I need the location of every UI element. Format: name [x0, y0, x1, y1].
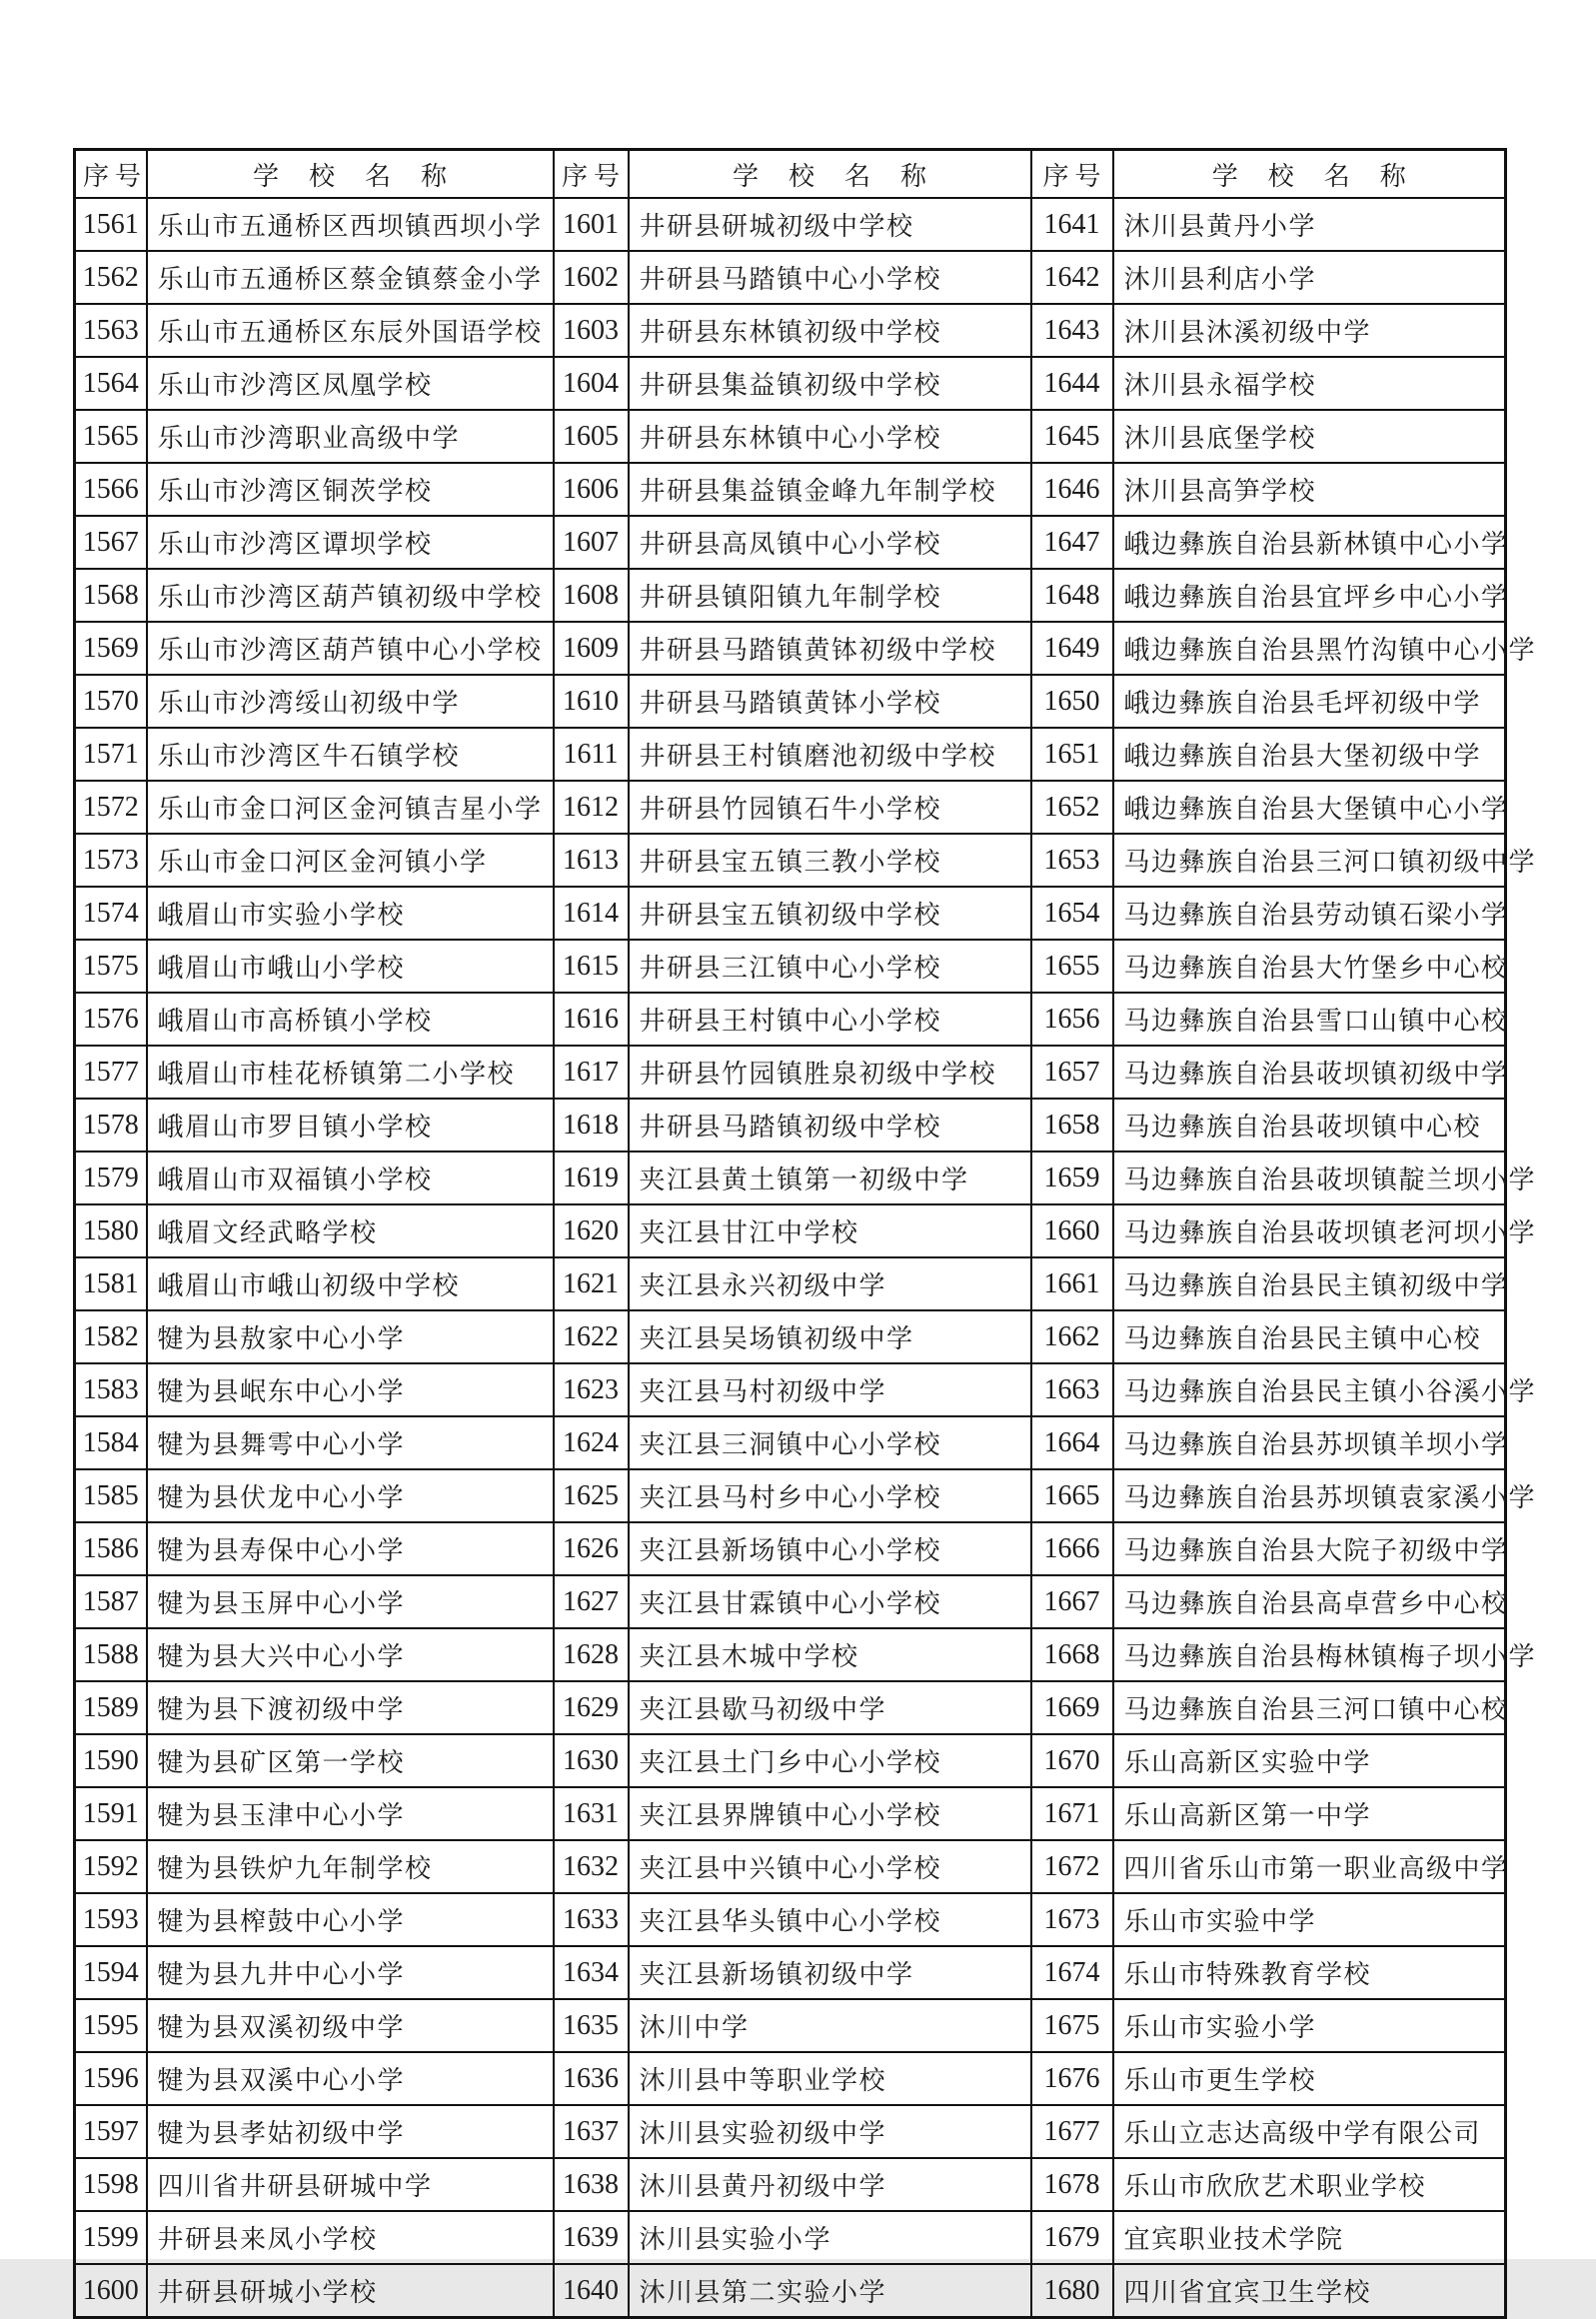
school-name-cell: 井研县马踏镇初级中学校 — [629, 1099, 1031, 1152]
school-name-cell: 马边彝族自治县苏坝镇羊坝小学 — [1113, 1416, 1506, 1469]
serial-number-cell: 1664 — [1031, 1416, 1113, 1469]
school-name-cell: 沐川县沐溪初级中学 — [1113, 304, 1506, 357]
school-name-cell: 乐山高新区实验中学 — [1113, 1734, 1506, 1787]
serial-number-cell: 1671 — [1031, 1787, 1113, 1840]
school-name-cell: 井研县竹园镇石牛小学校 — [629, 781, 1031, 834]
school-name-cell: 乐山市沙湾职业高级中学 — [147, 410, 554, 463]
school-name-cell: 峨眉山市桂花桥镇第二小学校 — [147, 1046, 554, 1099]
serial-number-cell: 1614 — [554, 887, 629, 940]
serial-number-cell: 1670 — [1031, 1734, 1113, 1787]
serial-number-cell: 1644 — [1031, 357, 1113, 410]
school-name-cell: 四川省乐山市第一职业高级中学 — [1113, 1840, 1506, 1893]
serial-number-cell: 1663 — [1031, 1363, 1113, 1416]
serial-number-cell: 1584 — [75, 1416, 147, 1469]
serial-number-cell: 1680 — [1031, 2264, 1113, 2318]
serial-number-cell: 1633 — [554, 1893, 629, 1946]
table-row — [75, 1681, 1506, 1734]
school-name-cell: 乐山市特殊教育学校 — [1113, 1946, 1506, 1999]
serial-number-cell: 1647 — [1031, 516, 1113, 569]
table-row — [75, 940, 1506, 993]
serial-number-cell: 1651 — [1031, 728, 1113, 781]
serial-number-cell: 1630 — [554, 1734, 629, 1787]
school-name-cell: 乐山市沙湾区谭坝学校 — [147, 516, 554, 569]
serial-number-cell: 1583 — [75, 1363, 147, 1416]
serial-number-cell: 1605 — [554, 410, 629, 463]
serial-number-cell: 1665 — [1031, 1469, 1113, 1522]
table-row — [75, 1363, 1506, 1416]
serial-number-cell: 1604 — [554, 357, 629, 410]
table-row — [75, 2105, 1506, 2158]
school-name-cell: 夹江县吴场镇初级中学 — [629, 1310, 1031, 1363]
school-name-cell: 峨边彝族自治县新林镇中心小学 — [1113, 516, 1506, 569]
serial-number-cell: 1669 — [1031, 1681, 1113, 1734]
serial-number-cell: 1636 — [554, 2052, 629, 2105]
school-name-cell: 乐山市沙湾绥山初级中学 — [147, 675, 554, 728]
serial-number-cell: 1570 — [75, 675, 147, 728]
serial-number-cell: 1619 — [554, 1152, 629, 1204]
school-name-cell: 马边彝族自治县民主镇初级中学 — [1113, 1257, 1506, 1310]
serial-number-cell: 1668 — [1031, 1628, 1113, 1681]
serial-column-header: 序号 — [1031, 150, 1113, 199]
school-name-cell: 犍为县矿区第一学校 — [147, 1734, 554, 1787]
serial-number-cell: 1582 — [75, 1310, 147, 1363]
school-name-cell: 峨眉山市实验小学校 — [147, 887, 554, 940]
school-name-cell: 犍为县榨鼓中心小学 — [147, 1893, 554, 1946]
school-name-cell: 井研县马踏镇黄钵初级中学校 — [629, 622, 1031, 675]
school-name-cell: 井研县镇阳镇九年制学校 — [629, 569, 1031, 622]
serial-number-cell: 1624 — [554, 1416, 629, 1469]
serial-number-cell: 1616 — [554, 993, 629, 1046]
school-name-cell: 乐山市五通桥区东辰外国语学校 — [147, 304, 554, 357]
serial-number-cell: 1643 — [1031, 304, 1113, 357]
school-name-cell: 马边彝族自治县大竹堡乡中心校 — [1113, 940, 1506, 993]
serial-number-cell: 1573 — [75, 834, 147, 887]
table-row — [75, 410, 1506, 463]
serial-number-cell: 1599 — [75, 2211, 147, 2264]
table-header-row — [75, 150, 1506, 199]
school-name-cell: 峨边彝族自治县宜坪乡中心小学 — [1113, 569, 1506, 622]
serial-number-cell: 1649 — [1031, 622, 1113, 675]
school-name-cell: 井研县王村镇磨池初级中学校 — [629, 728, 1031, 781]
school-name-cell: 峨边彝族自治县大堡初级中学 — [1113, 728, 1506, 781]
table-row — [75, 728, 1506, 781]
school-name-cell: 沐川县黄丹初级中学 — [629, 2158, 1031, 2211]
serial-number-cell: 1580 — [75, 1204, 147, 1257]
serial-number-cell: 1667 — [1031, 1575, 1113, 1628]
school-name-cell: 夹江县黄土镇第一初级中学 — [629, 1152, 1031, 1204]
school-name-cell: 夹江县甘霖镇中心小学校 — [629, 1575, 1031, 1628]
school-name-column-header: 学校名称 — [1113, 150, 1506, 199]
serial-number-cell: 1629 — [554, 1681, 629, 1734]
serial-number-cell: 1657 — [1031, 1046, 1113, 1099]
serial-number-cell: 1571 — [75, 728, 147, 781]
school-name-cell: 夹江县新场镇初级中学 — [629, 1946, 1031, 1999]
school-name-cell: 马边彝族自治县荍坝镇老河坝小学 — [1113, 1204, 1506, 1257]
serial-number-cell: 1575 — [75, 940, 147, 993]
school-name-cell: 夹江县永兴初级中学 — [629, 1257, 1031, 1310]
school-name-cell: 夹江县马村乡中心小学校 — [629, 1469, 1031, 1522]
school-name-cell: 犍为县伏龙中心小学 — [147, 1469, 554, 1522]
school-name-cell: 夹江县华头镇中心小学校 — [629, 1893, 1031, 1946]
table-row — [75, 1522, 1506, 1575]
serial-number-cell: 1567 — [75, 516, 147, 569]
school-name-cell: 乐山高新区第一中学 — [1113, 1787, 1506, 1840]
school-name-cell: 犍为县双溪初级中学 — [147, 1999, 554, 2052]
serial-number-cell: 1607 — [554, 516, 629, 569]
table-row — [75, 2264, 1506, 2318]
serial-number-cell: 1589 — [75, 1681, 147, 1734]
serial-number-cell: 1596 — [75, 2052, 147, 2105]
serial-number-cell: 1587 — [75, 1575, 147, 1628]
school-name-cell: 沐川县黄丹小学 — [1113, 198, 1506, 251]
school-name-cell: 犍为县寿保中心小学 — [147, 1522, 554, 1575]
school-name-cell: 井研县来凤小学校 — [147, 2211, 554, 2264]
school-name-cell: 马边彝族自治县大院子初级中学 — [1113, 1522, 1506, 1575]
school-name-cell: 夹江县甘江中学校 — [629, 1204, 1031, 1257]
table-row — [75, 1946, 1506, 1999]
serial-number-cell: 1635 — [554, 1999, 629, 2052]
serial-number-cell: 1572 — [75, 781, 147, 834]
serial-number-cell: 1677 — [1031, 2105, 1113, 2158]
school-name-cell: 井研县东林镇初级中学校 — [629, 304, 1031, 357]
serial-number-cell: 1595 — [75, 1999, 147, 2052]
school-name-cell: 夹江县界牌镇中心小学校 — [629, 1787, 1031, 1840]
school-name-cell: 乐山市沙湾区葫芦镇中心小学校 — [147, 622, 554, 675]
table-row — [75, 1575, 1506, 1628]
table-row — [75, 1310, 1506, 1363]
table-row — [75, 781, 1506, 834]
school-name-cell: 乐山市金口河区金河镇小学 — [147, 834, 554, 887]
school-name-cell: 沐川县实验小学 — [629, 2211, 1031, 2264]
serial-number-cell: 1662 — [1031, 1310, 1113, 1363]
school-name-cell: 夹江县马村初级中学 — [629, 1363, 1031, 1416]
table-row — [75, 1734, 1506, 1787]
school-name-cell: 夹江县木城中学校 — [629, 1628, 1031, 1681]
table-row — [75, 2052, 1506, 2105]
serial-number-cell: 1617 — [554, 1046, 629, 1099]
table-row — [75, 198, 1506, 251]
school-name-cell: 犍为县玉屏中心小学 — [147, 1575, 554, 1628]
serial-number-cell: 1675 — [1031, 1999, 1113, 2052]
serial-number-cell: 1656 — [1031, 993, 1113, 1046]
table-row — [75, 516, 1506, 569]
school-name-cell: 峨边彝族自治县大堡镇中心小学 — [1113, 781, 1506, 834]
serial-number-cell: 1576 — [75, 993, 147, 1046]
school-name-cell: 夹江县新场镇中心小学校 — [629, 1522, 1031, 1575]
serial-number-cell: 1676 — [1031, 2052, 1113, 2105]
school-name-cell: 乐山市五通桥区西坝镇西坝小学 — [147, 198, 554, 251]
school-name-cell: 沐川县高笋学校 — [1113, 463, 1506, 516]
school-name-cell: 乐山市沙湾区葫芦镇初级中学校 — [147, 569, 554, 622]
school-name-cell: 沐川县底堡学校 — [1113, 410, 1506, 463]
serial-number-cell: 1655 — [1031, 940, 1113, 993]
school-name-cell: 犍为县大兴中心小学 — [147, 1628, 554, 1681]
serial-number-cell: 1610 — [554, 675, 629, 728]
school-name-cell: 夹江县中兴镇中心小学校 — [629, 1840, 1031, 1893]
serial-number-cell: 1623 — [554, 1363, 629, 1416]
school-name-cell: 峨眉山市峨山小学校 — [147, 940, 554, 993]
table-row — [75, 1893, 1506, 1946]
serial-number-cell: 1597 — [75, 2105, 147, 2158]
school-list-table — [73, 148, 1537, 2319]
school-name-cell: 马边彝族自治县雪口山镇中心校 — [1113, 993, 1506, 1046]
serial-number-cell: 1650 — [1031, 675, 1113, 728]
table-row — [75, 1628, 1506, 1681]
school-name-cell: 乐山市实验中学 — [1113, 1893, 1506, 1946]
serial-number-cell: 1592 — [75, 1840, 147, 1893]
school-name-cell: 井研县研城小学校 — [147, 2264, 554, 2318]
serial-number-cell: 1626 — [554, 1522, 629, 1575]
school-name-cell: 马边彝族自治县荍坝镇靛兰坝小学 — [1113, 1152, 1506, 1204]
table-row — [75, 675, 1506, 728]
serial-number-cell: 1638 — [554, 2158, 629, 2211]
table-row — [75, 887, 1506, 940]
serial-number-cell: 1613 — [554, 834, 629, 887]
table-row — [75, 1099, 1506, 1152]
serial-number-cell: 1612 — [554, 781, 629, 834]
school-name-cell: 井研县集益镇初级中学校 — [629, 357, 1031, 410]
serial-number-cell: 1654 — [1031, 887, 1113, 940]
table-row — [75, 1999, 1506, 2052]
school-name-cell: 马边彝族自治县三河口镇中心校 — [1113, 1681, 1506, 1734]
table-row — [75, 357, 1506, 410]
serial-number-cell: 1603 — [554, 304, 629, 357]
serial-number-cell: 1625 — [554, 1469, 629, 1522]
school-name-cell: 犍为县舞雩中心小学 — [147, 1416, 554, 1469]
serial-number-cell: 1666 — [1031, 1522, 1113, 1575]
serial-number-cell: 1621 — [554, 1257, 629, 1310]
serial-number-cell: 1593 — [75, 1893, 147, 1946]
school-name-cell: 井研县高凤镇中心小学校 — [629, 516, 1031, 569]
serial-number-cell: 1601 — [554, 198, 629, 251]
school-name-cell: 沐川中学 — [629, 1999, 1031, 2052]
serial-number-cell: 1577 — [75, 1046, 147, 1099]
serial-number-cell: 1608 — [554, 569, 629, 622]
school-name-cell: 马边彝族自治县民主镇小谷溪小学 — [1113, 1363, 1506, 1416]
serial-number-cell: 1628 — [554, 1628, 629, 1681]
serial-number-cell: 1620 — [554, 1204, 629, 1257]
school-name-cell: 马边彝族自治县劳动镇石梁小学 — [1113, 887, 1506, 940]
table-row — [75, 1204, 1506, 1257]
school-name-column-header: 学校名称 — [629, 150, 1031, 199]
school-name-cell: 马边彝族自治县梅林镇梅子坝小学 — [1113, 1628, 1506, 1681]
serial-number-cell: 1579 — [75, 1152, 147, 1204]
serial-number-cell: 1606 — [554, 463, 629, 516]
table-row — [75, 569, 1506, 622]
school-name-cell: 井研县马踏镇黄钵小学校 — [629, 675, 1031, 728]
table-row — [75, 993, 1506, 1046]
school-name-cell: 沐川县永福学校 — [1113, 357, 1506, 410]
serial-number-cell: 1679 — [1031, 2211, 1113, 2264]
serial-number-cell: 1600 — [75, 2264, 147, 2318]
school-name-cell: 乐山市金口河区金河镇吉星小学 — [147, 781, 554, 834]
serial-number-cell: 1585 — [75, 1469, 147, 1522]
school-name-cell: 乐山市欣欣艺术职业学校 — [1113, 2158, 1506, 2211]
table-row — [75, 1469, 1506, 1522]
serial-number-cell: 1678 — [1031, 2158, 1113, 2211]
serial-number-cell: 1566 — [75, 463, 147, 516]
table-row — [75, 1416, 1506, 1469]
school-name-cell: 乐山市更生学校 — [1113, 2052, 1506, 2105]
serial-number-cell: 1661 — [1031, 1257, 1113, 1310]
school-name-cell: 井研县马踏镇中心小学校 — [629, 251, 1031, 304]
school-name-cell: 沐川县实验初级中学 — [629, 2105, 1031, 2158]
school-name-column-header: 学校名称 — [147, 150, 554, 199]
school-name-cell: 乐山市沙湾区凤凰学校 — [147, 357, 554, 410]
school-name-cell: 井研县研城初级中学校 — [629, 198, 1031, 251]
table-row — [75, 1840, 1506, 1893]
school-name-cell: 井研县集益镇金峰九年制学校 — [629, 463, 1031, 516]
school-name-cell: 犍为县岷东中心小学 — [147, 1363, 554, 1416]
serial-number-cell: 1588 — [75, 1628, 147, 1681]
serial-number-cell: 1659 — [1031, 1152, 1113, 1204]
serial-number-cell: 1568 — [75, 569, 147, 622]
table-row — [75, 251, 1506, 304]
serial-number-cell: 1632 — [554, 1840, 629, 1893]
school-name-cell: 峨眉山市峨山初级中学校 — [147, 1257, 554, 1310]
school-name-cell: 峨眉文经武略学校 — [147, 1204, 554, 1257]
table-row — [75, 463, 1506, 516]
school-name-cell: 乐山市沙湾区牛石镇学校 — [147, 728, 554, 781]
school-name-cell: 沐川县利店小学 — [1113, 251, 1506, 304]
school-name-cell: 沐川县第二实验小学 — [629, 2264, 1031, 2318]
table-row — [75, 304, 1506, 357]
school-name-cell: 乐山立志达高级中学有限公司 — [1113, 2105, 1506, 2158]
school-name-cell: 犍为县孝姑初级中学 — [147, 2105, 554, 2158]
serial-number-cell: 1622 — [554, 1310, 629, 1363]
serial-number-cell: 1609 — [554, 622, 629, 675]
serial-number-cell: 1590 — [75, 1734, 147, 1787]
school-name-cell: 井研县宝五镇初级中学校 — [629, 887, 1031, 940]
school-name-cell: 马边彝族自治县高卓营乡中心校 — [1113, 1575, 1506, 1628]
school-name-cell: 四川省井研县研城中学 — [147, 2158, 554, 2211]
serial-number-cell: 1586 — [75, 1522, 147, 1575]
school-name-cell: 乐山市沙湾区铜茨学校 — [147, 463, 554, 516]
school-name-cell: 马边彝族自治县苏坝镇袁家溪小学 — [1113, 1469, 1506, 1522]
school-name-cell: 犍为县敖家中心小学 — [147, 1310, 554, 1363]
school-name-cell: 沐川县中等职业学校 — [629, 2052, 1031, 2105]
table-row — [75, 2158, 1506, 2211]
serial-number-cell: 1574 — [75, 887, 147, 940]
serial-number-cell: 1627 — [554, 1575, 629, 1628]
table-row — [75, 2211, 1506, 2264]
table-row — [75, 1046, 1506, 1099]
serial-number-cell: 1602 — [554, 251, 629, 304]
serial-number-cell: 1634 — [554, 1946, 629, 1999]
serial-number-cell: 1641 — [1031, 198, 1113, 251]
school-name-cell: 四川省宜宾卫生学校 — [1113, 2264, 1506, 2318]
serial-number-cell: 1637 — [554, 2105, 629, 2158]
school-name-cell: 马边彝族自治县荍坝镇初级中学 — [1113, 1046, 1506, 1099]
serial-number-cell: 1591 — [75, 1787, 147, 1840]
school-name-cell: 井研县三江镇中心小学校 — [629, 940, 1031, 993]
table-row — [75, 834, 1506, 887]
serial-number-cell: 1660 — [1031, 1204, 1113, 1257]
table-row — [75, 622, 1506, 675]
table-body — [75, 198, 1537, 2318]
serial-number-cell: 1658 — [1031, 1099, 1113, 1152]
school-name-cell: 井研县东林镇中心小学校 — [629, 410, 1031, 463]
school-name-cell: 峨眉山市高桥镇小学校 — [147, 993, 554, 1046]
serial-number-cell: 1611 — [554, 728, 629, 781]
serial-number-cell: 1569 — [75, 622, 147, 675]
serial-number-cell: 1565 — [75, 410, 147, 463]
serial-number-cell: 1578 — [75, 1099, 147, 1152]
school-name-cell: 犍为县玉津中心小学 — [147, 1787, 554, 1840]
serial-column-header: 序号 — [75, 150, 147, 199]
school-name-cell: 峨边彝族自治县毛坪初级中学 — [1113, 675, 1506, 728]
serial-number-cell: 1562 — [75, 251, 147, 304]
school-name-cell: 宜宾职业技术学院 — [1113, 2211, 1506, 2264]
school-name-cell: 井研县宝五镇三教小学校 — [629, 834, 1031, 887]
serial-number-cell: 1561 — [75, 198, 147, 251]
table-row — [75, 1787, 1506, 1840]
school-name-cell: 井研县王村镇中心小学校 — [629, 993, 1031, 1046]
serial-number-cell: 1640 — [554, 2264, 629, 2318]
school-name-cell: 夹江县三洞镇中心小学校 — [629, 1416, 1031, 1469]
serial-number-cell: 1631 — [554, 1787, 629, 1840]
school-name-cell: 犍为县九井中心小学 — [147, 1946, 554, 1999]
school-name-cell: 马边彝族自治县三河口镇初级中学 — [1113, 834, 1506, 887]
serial-number-cell: 1672 — [1031, 1840, 1113, 1893]
serial-number-cell: 1594 — [75, 1946, 147, 1999]
school-name-cell: 峨眉山市双福镇小学校 — [147, 1152, 554, 1204]
serial-number-cell: 1615 — [554, 940, 629, 993]
school-name-cell: 夹江县歇马初级中学 — [629, 1681, 1031, 1734]
school-name-cell: 峨边彝族自治县黑竹沟镇中心小学 — [1113, 622, 1506, 675]
school-name-cell: 峨眉山市罗目镇小学校 — [147, 1099, 554, 1152]
school-name-cell: 犍为县双溪中心小学 — [147, 2052, 554, 2105]
serial-number-cell: 1645 — [1031, 410, 1113, 463]
serial-number-cell: 1618 — [554, 1099, 629, 1152]
table-row — [75, 1257, 1506, 1310]
serial-number-cell: 1646 — [1031, 463, 1113, 516]
school-name-cell: 乐山市五通桥区蔡金镇蔡金小学 — [147, 251, 554, 304]
serial-number-cell: 1652 — [1031, 781, 1113, 834]
serial-number-cell: 1674 — [1031, 1946, 1113, 1999]
serial-number-cell: 1648 — [1031, 569, 1113, 622]
table-row — [75, 1152, 1506, 1204]
serial-number-cell: 1642 — [1031, 251, 1113, 304]
school-name-cell: 夹江县土门乡中心小学校 — [629, 1734, 1031, 1787]
serial-number-cell: 1673 — [1031, 1893, 1113, 1946]
serial-number-cell: 1581 — [75, 1257, 147, 1310]
school-name-cell: 犍为县下渡初级中学 — [147, 1681, 554, 1734]
serial-number-cell: 1653 — [1031, 834, 1113, 887]
school-name-cell: 井研县竹园镇胜泉初级中学校 — [629, 1046, 1031, 1099]
school-name-cell: 马边彝族自治县荍坝镇中心校 — [1113, 1099, 1506, 1152]
serial-number-cell: 1564 — [75, 357, 147, 410]
serial-column-header: 序号 — [554, 150, 629, 199]
school-name-cell: 犍为县铁炉九年制学校 — [147, 1840, 554, 1893]
serial-number-cell: 1598 — [75, 2158, 147, 2211]
serial-number-cell: 1563 — [75, 304, 147, 357]
school-name-cell: 乐山市实验小学 — [1113, 1999, 1506, 2052]
serial-number-cell: 1639 — [554, 2211, 629, 2264]
school-name-cell: 马边彝族自治县民主镇中心校 — [1113, 1310, 1506, 1363]
